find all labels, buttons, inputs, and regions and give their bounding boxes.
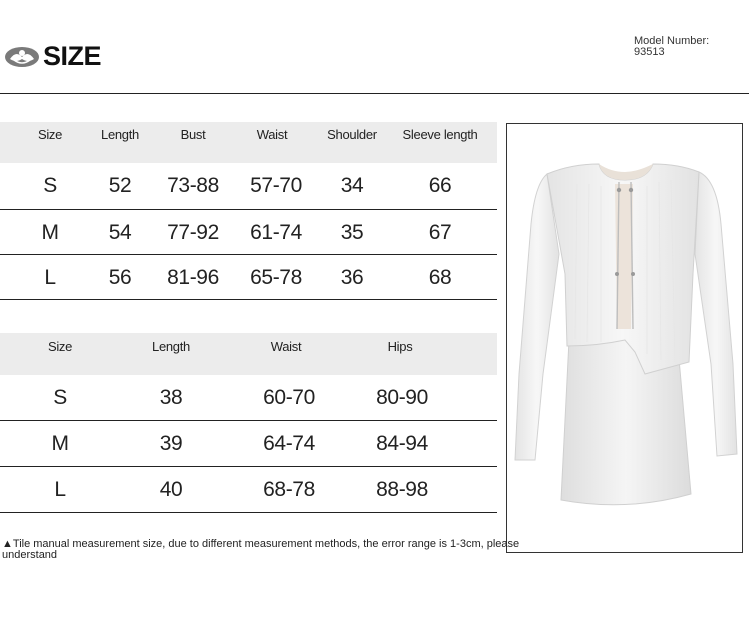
bottom-header-waist: Waist [270, 339, 302, 354]
row-waist: 68-78 [263, 478, 315, 501]
row-hips: 80-90 [376, 386, 428, 409]
row-sleeve-length: 67 [428, 221, 452, 244]
white-cardigan-skirt-set-illustration [507, 124, 742, 552]
row-shoulder: 34 [340, 174, 364, 197]
row-length: 54 [108, 221, 132, 244]
row-sleeve-length: 68 [428, 266, 452, 289]
table-row [0, 467, 497, 513]
row-length: 52 [108, 174, 132, 197]
model-number-block [634, 36, 709, 58]
row-waist: 64-74 [263, 432, 315, 455]
product-photo [506, 123, 743, 553]
row-length: 56 [108, 266, 132, 289]
row-bust: 77-92 [167, 221, 219, 244]
row-waist: 57-70 [250, 174, 302, 197]
row-bust: 81-96 [167, 266, 219, 289]
row-sleeve-length: 66 [428, 174, 452, 197]
top-header-shoulder: Shoulder [327, 127, 377, 142]
top-header-sleeve-length: Sleeve length [402, 127, 478, 142]
row-waist: 65-78 [250, 266, 302, 289]
model-number-label: Model Number: [634, 35, 710, 47]
top-header-waist: Waist [256, 127, 288, 142]
row-bust: 73-88 [167, 174, 219, 197]
table-row [0, 421, 497, 467]
table-row [0, 255, 497, 300]
row-length: 40 [159, 478, 183, 501]
row-size: M [41, 221, 59, 244]
row-shoulder: 35 [340, 221, 364, 244]
bottom-header-size: Size [47, 339, 73, 354]
row-size: L [54, 478, 66, 501]
top-header-length: Length [101, 127, 139, 142]
row-size: M [51, 432, 69, 455]
row-length: 38 [159, 386, 183, 409]
measurement-note: ▲Tile manual measurement size, due to different measurement methods, the error range is 1-3cm, please understand [2, 538, 520, 561]
top-table-header [0, 122, 497, 163]
bottom-size-table [0, 333, 497, 513]
table-row [0, 163, 497, 210]
top-header-size: Size [37, 127, 63, 142]
table-row [0, 375, 497, 421]
top-header-bust: Bust [180, 127, 206, 142]
row-hips: 88-98 [376, 478, 428, 501]
table-row [0, 210, 497, 255]
row-size: S [53, 386, 67, 409]
row-size: S [43, 174, 57, 197]
bottom-header-length: Length [152, 339, 190, 354]
row-hips: 84-94 [376, 432, 428, 455]
lotus-logo-icon [4, 44, 40, 68]
row-size: L [44, 266, 56, 289]
header-divider [0, 93, 749, 94]
model-number-value: 93513 [634, 46, 665, 58]
size-title: SIZE [43, 41, 102, 71]
row-length: 39 [159, 432, 183, 455]
bottom-table-header [0, 333, 497, 375]
row-waist: 60-70 [263, 386, 315, 409]
bottom-header-hips: Hips [387, 339, 413, 354]
size-logo [4, 40, 101, 72]
row-shoulder: 36 [340, 266, 364, 289]
top-size-table [0, 122, 497, 300]
row-waist: 61-74 [250, 221, 302, 244]
